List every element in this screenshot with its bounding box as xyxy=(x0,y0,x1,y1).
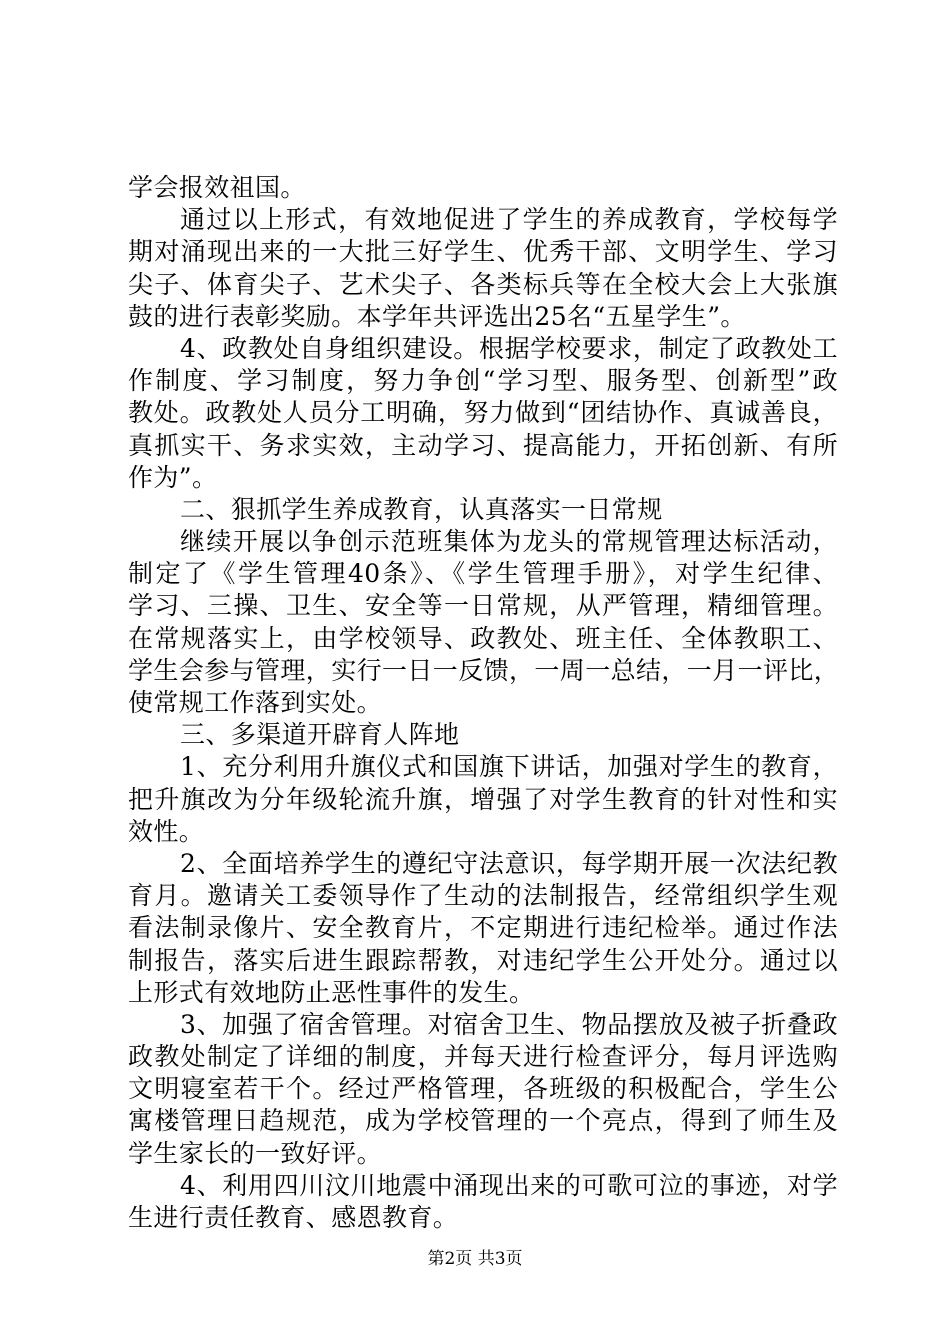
text-line: 学习、三操、卫生、安全等一日常规，从严管理，精细管理。 xyxy=(128,591,838,621)
text-line: 作制度、学习制度，努力争创“学习型、服务型、创新型”政 xyxy=(128,366,838,396)
text-line: 在常规落实上，由学校领导、政教处、班主任、全体教职工、 xyxy=(128,623,838,653)
text-line: 效性。 xyxy=(128,816,205,846)
text-line: 制定了《学生管理40条》、《学生管理手册》，对学生纪律、 xyxy=(128,559,838,589)
text-line: 寓楼管理日趋规范，成为学校管理的一个亮点，得到了师生及 xyxy=(128,1106,838,1136)
text-line: 生进行责任教育、感恩教育。 xyxy=(128,1203,459,1232)
text-line: 真抓实干、务求实效，主动学习、提高能力，开拓创新、有所 xyxy=(128,430,838,460)
text-line: 学生会参与管理，实行一日一反馈，一周一总结，一月一评比， xyxy=(128,655,840,685)
paragraph-start-line: 2、全面培养学生的遵纪守法意识，每学期开展一次法纪教 xyxy=(180,848,838,878)
text-line: 育月。邀请关工委领导作了生动的法制报告，经常组织学生观 xyxy=(128,881,838,911)
text-line: 上形式有效地防止恶性事件的发生。 xyxy=(128,977,535,1007)
paragraph-start-line: 4、政教处自身组织建设。根据学校要求，制定了政教处工 xyxy=(180,333,838,363)
paragraph-start-line: 4、利用四川汶川地震中涌现出来的可歌可泣的事迹，对学 xyxy=(180,1170,838,1200)
text-line: 看法制录像片、安全教育片，不定期进行违纪检举。通过作法 xyxy=(128,913,838,943)
text-line: 学生家长的一致好评。 xyxy=(128,1138,383,1168)
text-line: 学会报效祖国。 xyxy=(128,173,306,202)
text-line: 使常规工作落到实处。 xyxy=(128,688,383,717)
text-line: 制报告，落实后进生跟踪帮教，对违纪学生公开处分。通过以 xyxy=(128,945,838,975)
text-line: 文明寝室若干个。经过严格管理，各班级的积极配合，学生公 xyxy=(128,1074,838,1104)
text-line: 把升旗改为分年级轮流升旗，增强了对学生教育的针对性和实 xyxy=(128,784,838,814)
text-line: 政教处制定了详细的制度，并每天进行检查评分，每月评选购 xyxy=(128,1042,838,1072)
paragraph-start-line: 1、充分利用升旗仪式和国旗下讲话，加强对学生的教育， xyxy=(180,752,838,782)
document-body xyxy=(128,172,838,1234)
text-line: 作为”。 xyxy=(128,462,218,492)
paragraph-start-line: 3、加强了宿舍管理。对宿舍卫生、物品摆放及被子折叠政 xyxy=(180,1009,838,1039)
section-heading: 三、多渠道开辟育人阵地 xyxy=(180,720,460,750)
text-line: 鼓的进行表彰奖励。本学年共评选出25名“五星学生”。 xyxy=(128,301,746,331)
page-footer: 第2页 共3页 xyxy=(427,1249,523,1269)
text-line: 期对涌现出来的一大批三好学生、优秀干部、文明学生、学习 xyxy=(128,237,838,267)
paragraph-start-line: 继续开展以争创示范班集体为龙头的常规管理达标活动， xyxy=(180,527,838,557)
text-line: 教处。政教处人员分工明确，努力做到“团结协作、真诚善良， xyxy=(128,398,838,428)
text-line: 尖子、体育尖子、艺术尖子、各类标兵等在全校大会上大张旗 xyxy=(128,269,838,299)
paragraph-start-line: 通过以上形式，有效地促进了学生的养成教育，学校每学 xyxy=(180,205,838,235)
section-heading: 二、狠抓学生养成教育，认真落实一日常规 xyxy=(180,494,663,524)
